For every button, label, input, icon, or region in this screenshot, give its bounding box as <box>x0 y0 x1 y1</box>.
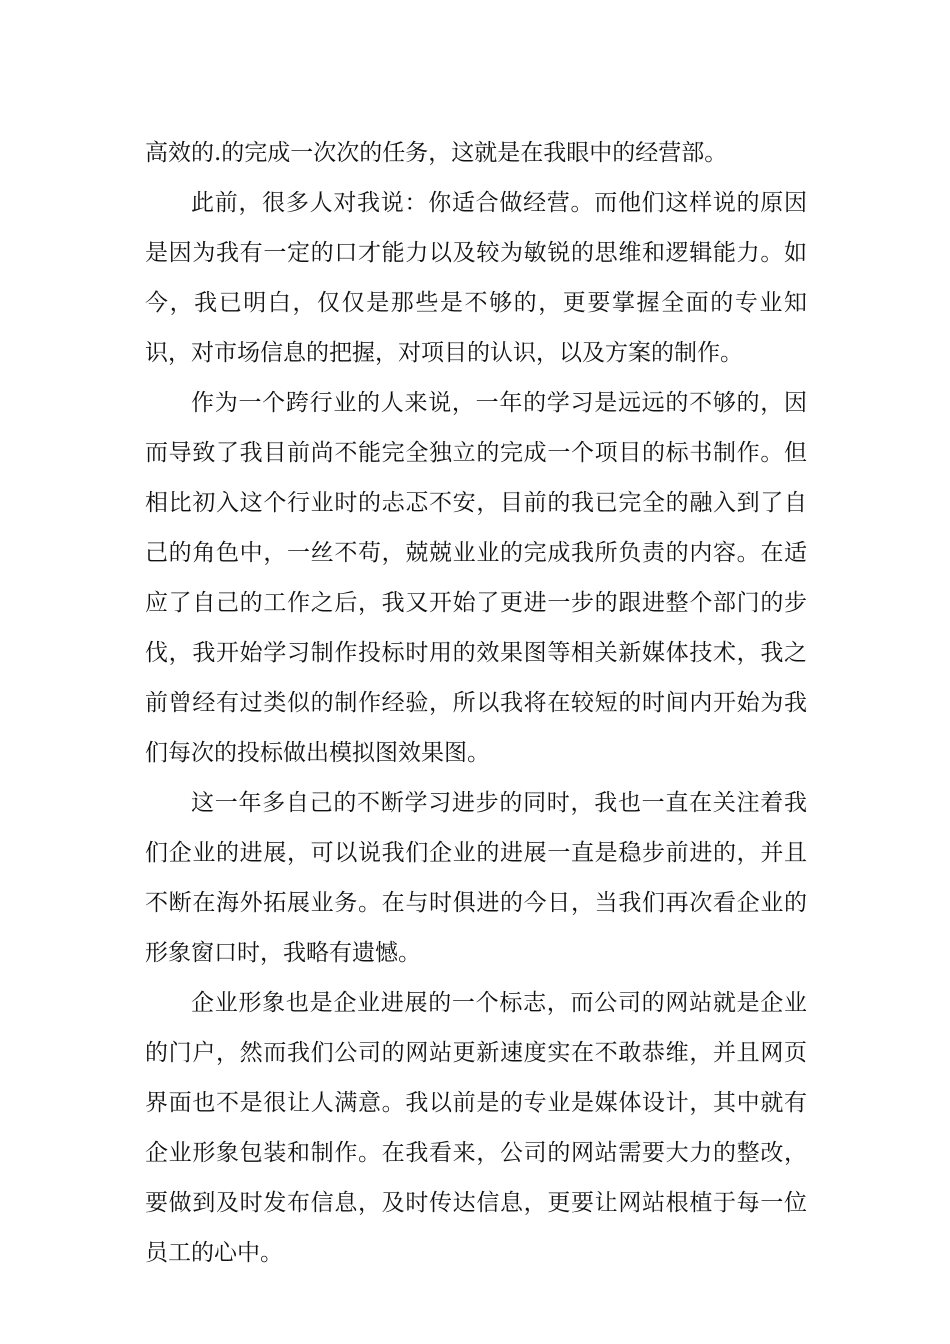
paragraph-learning-progress: 作为一个跨行业的人来说，一年的学习是远远的不够的，因而导致了我目前尚不能完全独立的完成一个项目的标书制作。但相比初入这个行业时的忐忑不安，目前的我已完全的融入到了自己的角色中，一丝不苟，兢兢业业的完成我所负责的内容。在适应了自己的工作之后，我又开始了更进一步的跟进整个部门的步伐，我开始学习制作投标时用的效果图等相关新媒体技术，我之前曾经有过类似的制作经验，所以我将在较短的时间内开始为我们每次的投标做出模拟图效果图。 <box>145 390 807 766</box>
paragraph-continuation: 高效的.的完成一次次的任务，这就是在我眼中的经营部。 <box>145 140 728 166</box>
paragraph-company-progress: 这一年多自己的不断学习进步的同时，我也一直在关注着我们企业的进展，可以说我们企业的进展一直是稳步前进的，并且不断在海外拓展业务。在与时俱进的今日，当我们再次看企业的形象窗口时，我略有遗憾。 <box>145 790 807 966</box>
paragraph-business-suitability: 此前，很多人对我说：你适合做经营。而他们这样说的原因是因为我有一定的口才能力以及较为敏锐的思维和逻辑能力。如今，我已明白，仅仅是那些是不够的，更要掌握全面的专业知识，对市场信息的把握，对项目的认识，以及方案的制作。 <box>145 190 807 366</box>
document-body <box>145 128 807 1278</box>
paragraph-company-image: 企业形象也是企业进展的一个标志，而公司的网站就是企业的门户，然而我们公司的网站更新速度实在不敢恭维，并且网页界面也不是很让人满意。我以前是的专业是媒体设计，其中就有企业形象包装和制作。在我看来，公司的网站需要大力的整改，要做到及时发布信息，及时传达信息，更要让网站根植于每一位员工的心中。 <box>145 990 807 1266</box>
